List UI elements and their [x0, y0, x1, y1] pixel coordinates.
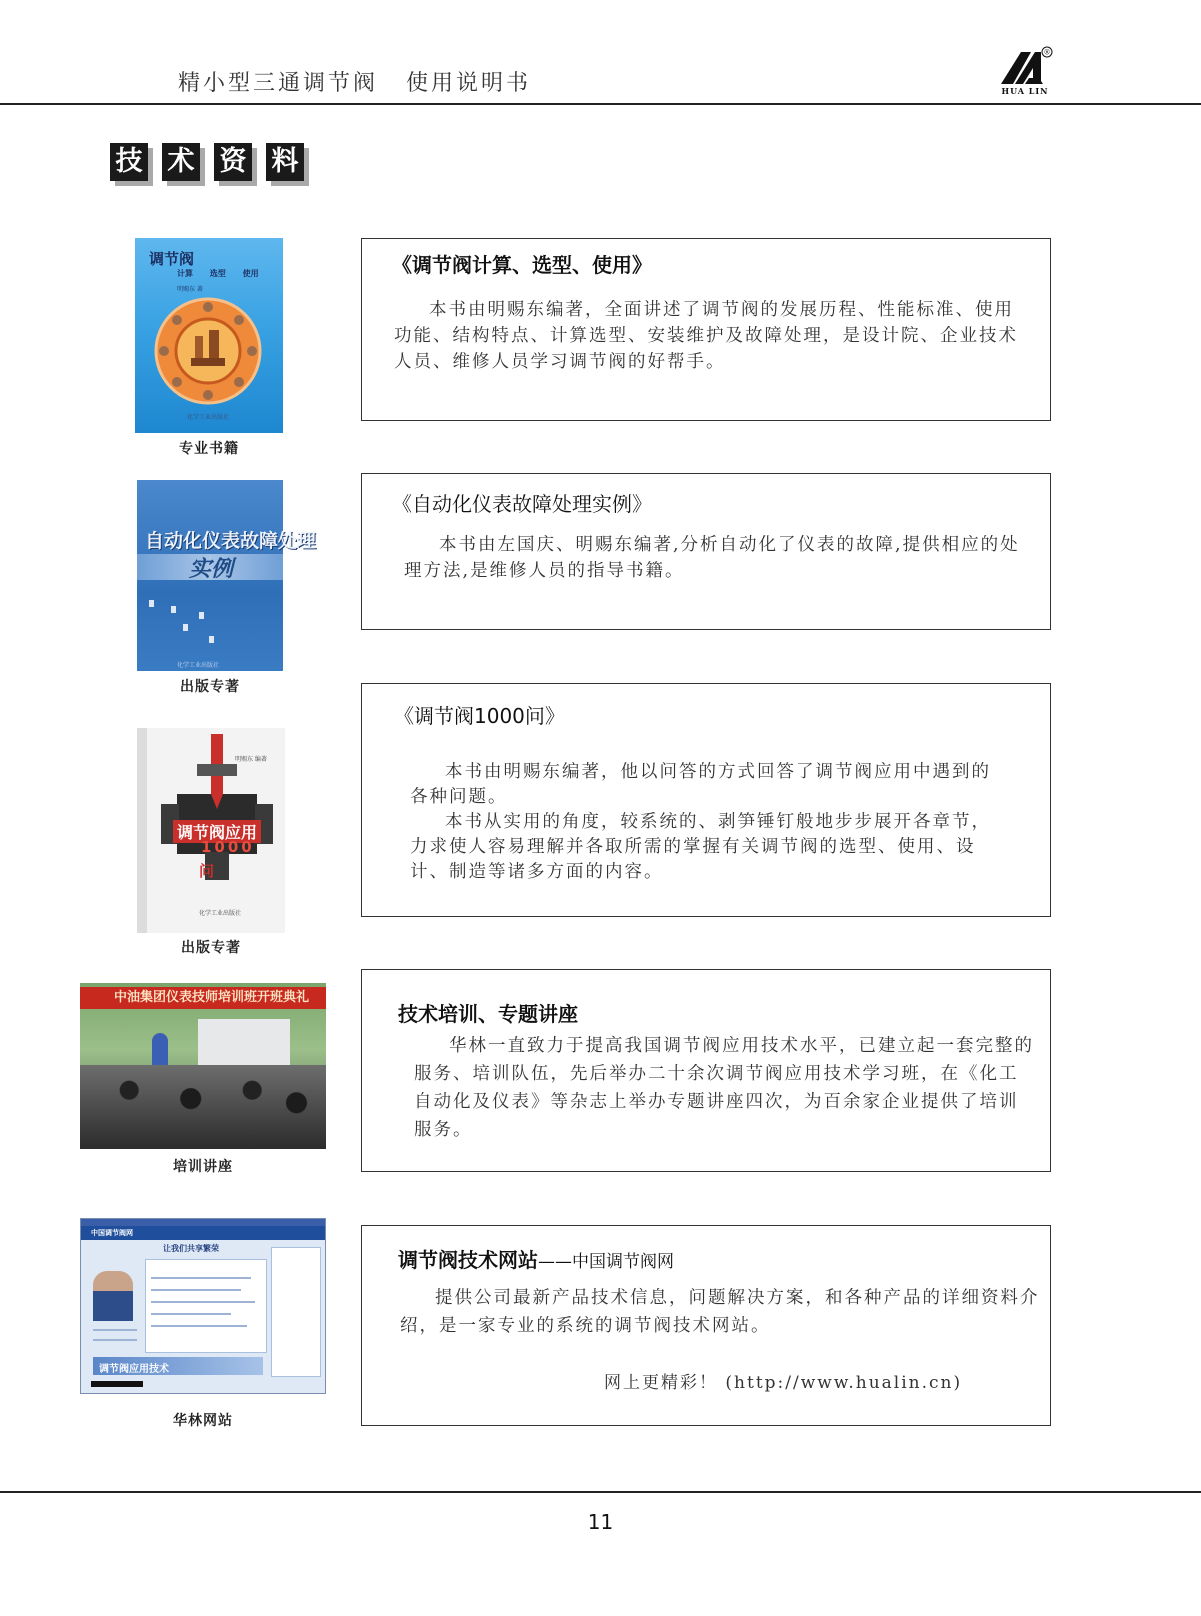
status-bar: [91, 1381, 143, 1387]
website-screenshot: [80, 1218, 326, 1394]
product-title: 精小型三通调节阀: [178, 71, 379, 96]
description-paragraph: 本书由明赐东编著，全面讲述了调节阀的发展历程、性能标准、使用功能、结构特点、计算选型、安装维护及故障处理，是设计院、企业技术人员、维修人员学习调节阀的好帮手。: [394, 300, 1018, 372]
cover-number: 1000: [201, 838, 255, 856]
footer-divider: [0, 1491, 1201, 1493]
book-cover-instrument-faults: [137, 480, 317, 671]
website-title-main: 调节阀技术网站: [398, 1248, 538, 1272]
content-line: [151, 1277, 251, 1279]
book-title: 《调节阀1000问》: [394, 704, 565, 728]
book-cover-valve-calculation: [135, 238, 283, 433]
cover-publisher: 化学工业出版社: [187, 414, 230, 421]
cover-title: 调节阀应用: [173, 820, 261, 843]
site-side-panel: [271, 1247, 321, 1377]
audience: [80, 1065, 326, 1149]
book-cover-valve-1000-questions: [137, 728, 285, 933]
image-caption: 专业书籍: [179, 441, 239, 457]
image-caption: 出版专著: [180, 679, 240, 695]
lecturer-figure: [152, 1033, 168, 1067]
cover-publisher: 化学工业出版社: [177, 662, 220, 669]
cover-title: 调节阀: [149, 250, 195, 268]
description-paragraph: 华林一直致力于提高我国调节阀应用技术水平，已建立起一套完整的服务、培训队伍，先后举办二十余次调节阀应用技术学习班，在《化工自动化及仪表》等杂志上举办专题讲座四次，为百余家企业提供了培训服务。: [414, 1036, 1034, 1140]
cover-suffix: 问: [199, 862, 215, 880]
description-paragraph: 本书由左国庆、明赐东编著,分析自动化了仪表的故障,提供相应的处理方法,是维修人员的指导书籍。: [404, 535, 1020, 581]
section-heading-char: 技: [110, 143, 148, 181]
projector-screen: [198, 1019, 290, 1065]
image-caption: 培训讲座: [173, 1159, 233, 1175]
website-description-box: [361, 1225, 1051, 1426]
flange-illustration-icon: [153, 296, 263, 406]
website-description: [400, 1284, 1040, 1340]
content-line: [151, 1313, 231, 1315]
portrait-figure: [93, 1271, 133, 1321]
description-paragraph: 本书从实用的角度，较系统的、剥笋锤钉般地步步展开各章节，力求使人容易理解并各取所需的掌握有关调节阀的选型、使用、设计、制造等诸多方面的内容。: [410, 812, 991, 882]
cover-decor: [209, 636, 214, 643]
section-heading: [110, 143, 304, 181]
book-title: 《调节阀计算、选型、使用》: [392, 253, 652, 277]
cover-title: 自动化仪表故障处理: [145, 530, 317, 552]
website-title-suffix: ——中国调节阀网: [538, 1252, 674, 1272]
header-divider: [0, 103, 1201, 105]
section-heading-char: 资: [214, 143, 252, 181]
cover-author: 明赐东 编著: [235, 756, 267, 763]
cover-publisher: 化学工业出版社: [199, 910, 242, 917]
logo-wordmark: HUA LIN: [1001, 86, 1049, 96]
cover-subtitle: 实例: [189, 557, 234, 582]
section-heading-char: 料: [266, 143, 304, 181]
book-title: 《自动化仪表故障处理实例》: [392, 492, 652, 516]
registered-mark: ®: [1043, 48, 1051, 57]
content-line: [151, 1301, 255, 1303]
book-description: [394, 297, 1019, 375]
site-banner-text: 调节阀应用技术: [99, 1364, 169, 1375]
image-caption: 出版专著: [181, 940, 241, 956]
cover-decor: [183, 624, 188, 631]
cover-subtitle: 计算 选型 使用: [177, 269, 259, 278]
training-description: [414, 1032, 1034, 1144]
book-description: [404, 532, 1029, 584]
book-description: [410, 760, 1010, 885]
content-line: [93, 1329, 137, 1331]
document-header: [178, 66, 531, 97]
manual-subtitle: 使用说明书: [406, 71, 532, 96]
book-description-box: [361, 238, 1051, 421]
book-description-box: [361, 473, 1051, 630]
website-title: [398, 1244, 674, 1273]
section-heading-char: 术: [162, 143, 200, 181]
cover-decor: [199, 612, 204, 619]
content-line: [151, 1289, 241, 1291]
training-title: 技术培训、专题讲座: [398, 1002, 578, 1026]
site-name: 中国调节阀网: [91, 1229, 133, 1237]
browser-titlebar: [81, 1219, 325, 1226]
page-number: 11: [587, 1510, 614, 1534]
photo-banner: 中油集团仪表技师培训班开班典礼: [80, 987, 326, 1009]
site-content-panel: [145, 1259, 267, 1353]
cover-author: 明赐东 著: [177, 286, 203, 293]
description-paragraph: 提供公司最新产品技术信息，问题解决方案，和各种产品的详细资料介绍，是一家专业的系统的调节阀技术网站。: [400, 1288, 1040, 1336]
training-photo: [80, 983, 326, 1149]
training-description-box: [361, 969, 1051, 1172]
cover-decor: [171, 606, 176, 613]
cover-decor: [149, 600, 154, 607]
website-link[interactable]: 网上更精彩！ (http://www.hualin.cn): [604, 1373, 963, 1393]
image-caption: 华林网站: [173, 1413, 233, 1429]
content-line: [93, 1339, 137, 1341]
content-line: [151, 1325, 247, 1327]
book-description-box: [361, 683, 1051, 917]
site-slogan: 让我们共享繁荣: [163, 1244, 219, 1253]
description-paragraph: 本书由明赐东编著，他以问答的方式回答了调节阀应用中遇到的各种问题。: [410, 762, 991, 807]
